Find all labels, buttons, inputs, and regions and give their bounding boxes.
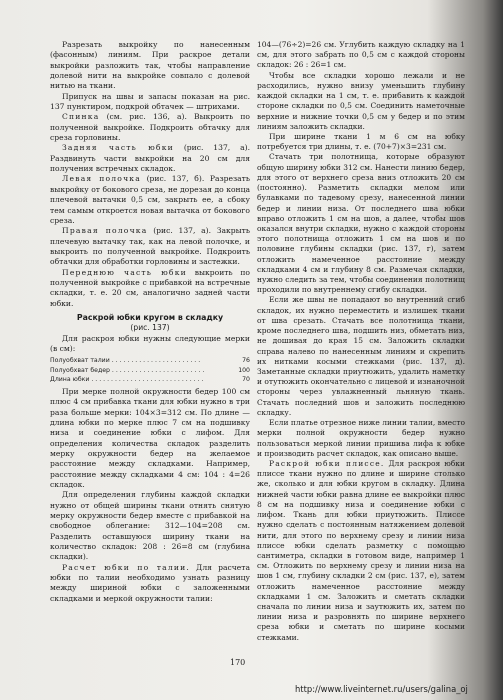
measure-dots: . . . . . . . . . . . . . . . . . . . . . . . . [109, 366, 205, 374]
paragraph-text: выкроить по полученной выкройке с прибавкой на встречные складки, т. е. 20 см, аналогично задней части юбки. [50, 267, 251, 308]
paragraph: Припуск на швы и запасы показан на рис. 137 пунктиром, подкрой обтачек — штрихами. [50, 91, 250, 112]
subheading: Спинка [62, 112, 100, 122]
subheading: Переднюю часть юбки [62, 267, 187, 277]
paragraph: Для определения глубины каждой складки нужно от общей ширины ткани отнять снятую мерку окружности бедер вместе с прибавкой на свободное облегание: 312—104=208 см. Разделить оставшуюся ширину ткани на количество складок: 208 : 26=8 см (глубина складки). [50, 490, 250, 562]
measure-value: 100 [238, 366, 250, 374]
paragraph-pravaya [50, 226, 250, 267]
source-url[interactable]: http://www.liveinternet.ru/users/galina_oj [295, 684, 468, 694]
measure-row [50, 375, 250, 385]
paragraph-text: Для раскроя юбки плиссе ткани нужно по длине и ширине столько же, сколько и для юбки кругом в складку. Длина нижней части юбки равна длине ее выкройки плюс 8 см на подшивку низа и соединение юбки с лифом. Ткань для юбки приутюжить. Плиссе нужно сделать с постоянным натяжением долевой нити, для этого по верхнему срезу и линии низа плиссе юбки сделать разметку с помощью сантиметра, складки в готовом виде, например 1 см. Отложить по верхнему срезу и линии низа на шов 1 см, глубину складки 2 см (рис. 137, е), затем отложить намеченное расстояние между складками 1 см. Заложить и сметать складки сначала по линии низа и заутюжить их, затем по линии низа и разровнять по ширине верхнего среза юбки и сметать по ширине косыми стежками. [257, 458, 465, 642]
paragraph: Чтобы все складки хорошо лежали и не расходились, нужно внизу уменьшить глубину каждой складки на 1 см, т. е. прибавить к каждой стороне складки по 0,5 см. Соединить наметочные верхние и нижние точки 0,5 см у бедер и по этим линиям заложить складки. [257, 70, 465, 131]
paragraph-perednyaya [50, 268, 250, 309]
paragraph: Для раскроя юбки нужны следующие мерки (в см): [50, 333, 250, 353]
right-column [257, 40, 465, 643]
measures-list [50, 356, 250, 385]
paragraph-levaya [50, 174, 250, 226]
measure-label: Полуобхват талии [50, 357, 110, 365]
paragraph-raskroy [257, 459, 465, 643]
section-title: Раскрой юбки кругом в складку [76, 312, 224, 322]
paragraph-text: (рис. 137, а). Закрыть плечевую вытачку так, как на левой полочке, и выкроить по полученной выкройке. Подкроить обтачки для обработки горловины и застежки. [50, 226, 251, 267]
measure-row [50, 356, 250, 366]
paragraph: Если платье отрезное ниже линии талии, вместо мерки полной окружности бедер нужно пользоваться меркой линии пришива лифа к юбке и производить расчет складок, как описано выше. [257, 418, 465, 458]
measure-label: Полуобхват бедер [50, 366, 110, 374]
left-column [50, 40, 250, 604]
measure-value: 70 [242, 376, 250, 384]
paragraph-text: (см. рис. 136, а). Выкроить по полученной выкройке. Подкроить обтачку для среза горловины. [50, 112, 250, 143]
page-number: 170 [230, 658, 246, 667]
paragraph-text: (рис. 137, б). Разрезать выкройку от бокового среза, не дорезая до конца плечевой вытачки 0,5 см, закрыть ее, а сбоку тем самым откроется новая вытачка от бокового среза. [50, 174, 250, 225]
paragraph: 104—(76÷2)=26 см. Углубить каждую складку на 1 см, для этого забрать по 0,5 см с каждой стороны складок: 26 : 26=1 см. [257, 40, 465, 70]
subheading: Раскрой юбки плиссе. [269, 458, 385, 468]
section-subtitle: (рис. 137) [130, 323, 170, 333]
measure-label: Длина юбки [50, 376, 90, 384]
paragraph-spinka [50, 112, 250, 143]
paragraph: Если же швы не попадают во внутренний сгиб складок, их нужно переместить и излишек ткани от шва срезать. Стачать все полотнища ткани, кроме последнего шва, подшить низ, обметать низ, не дошивая до края 15 см. Заложить складки справа налево по нанесенным линиям и скрепить их нитками косыми стежками (рис. 137, д). Заметанные складки приутюжить, удалить наметку и отутюжить окончательно с лицевой и изнаночной стороны через увлажненный льняную ткань. Стачать последний шов и заложить последнюю складку. [257, 295, 465, 417]
measure-dots: . . . . . . . . . . . . . . . . . . . . . . . . . . . . . [89, 376, 204, 384]
paragraph: При ширине ткани 1 м 6 см на юбку потребуется три длины, т. е. (70+7)×3=231 см. [257, 131, 465, 152]
measure-value: 76 [242, 357, 250, 365]
paragraph: При мерке полной окружности бедер 100 см плюс 4 см прибавка ткани для юбки нужно в три раза больше мерки: 104×3=312 см. По длине — длина юбки по мерке плюс 7 см на подшивку низа и соединение юбки с лифом. Для определения количества складок разделить мерку окружности бедер на желаемое расстояние между складками. Например, расстояние между складками 4 см: 104 : 4=26 складок. [50, 386, 250, 489]
paragraph-text: Для расчета юбки по талии необходимо узнать разницу между шириной юбки с заложенными складками и меркой окружности талии: [50, 562, 250, 603]
subheading: Левая полочка [62, 174, 141, 184]
paragraph-text: (рис. 137, а). Раздвинуть части выкройки на 20 см для получения встречных складок. [50, 143, 250, 174]
subheading: Правая полочка [62, 226, 148, 236]
measure-dots: . . . . . . . . . . . . . . . . . . . . . . . [109, 357, 201, 365]
subheading: Расчет юбки по талии. [62, 562, 190, 572]
measure-row [50, 366, 250, 376]
subheading: Задняя часть юбки [62, 143, 174, 153]
paragraph: Стачать три полотнища, которые образуют общую ширину юбки 312 см. Нанести линию бедер, для этого от верхнего среза вниз отложить 20 см (постоянно). Разметить складки мелом или булавками по тадевому срезу, нанесенной линии бедер и линии низа. От последнего шва юбки вправо отложить 1 см на шов, а далее, чтобы шов оказался внутри складки, нужно с каждой стороны этого полотнища отложить 1 см на шов и по половине глубины складки (рис. 137, г), затем отложить намеченное расстояние между складками 4 см и глубину 8 см. Размечая складки, нужно следить за тем, чтобы соединения полотнищ проходили по внутреннему сгибу складки. [257, 152, 465, 295]
paragraph-raschet [50, 563, 250, 604]
paragraph-zadnyaya [50, 143, 250, 174]
paragraph: Разрезать выкройку по нанесенным (фасонным) линиям. При раскрое детали выкройки разложить так, чтобы направление долевой нити на выкройке совпало с долевой нитью на ткани. [50, 40, 250, 91]
